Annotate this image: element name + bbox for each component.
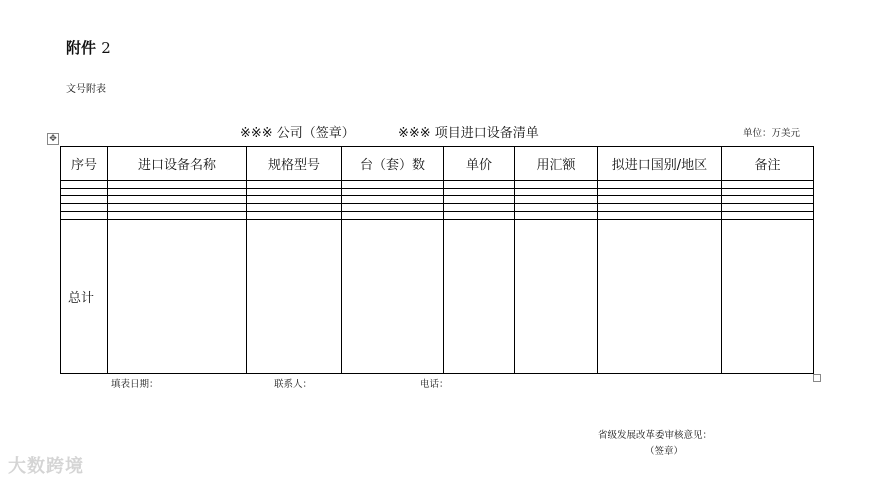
table-cell[interactable] xyxy=(722,181,814,189)
table-cell[interactable] xyxy=(515,204,598,212)
table-cell[interactable] xyxy=(108,196,247,204)
unit-note: 单位：万美元 xyxy=(743,128,801,139)
table-row xyxy=(61,181,814,189)
table-cell[interactable] xyxy=(247,188,342,196)
table-cell[interactable] xyxy=(598,204,722,212)
table-cell[interactable] xyxy=(722,219,814,373)
table-cell[interactable] xyxy=(515,188,598,196)
table-cell[interactable] xyxy=(342,219,444,373)
table-cell[interactable] xyxy=(61,204,108,212)
table-cell[interactable] xyxy=(61,181,108,189)
table-cell[interactable] xyxy=(598,196,722,204)
table-cell[interactable] xyxy=(444,181,515,189)
table-row xyxy=(61,204,814,212)
watermark: 大数跨境 xyxy=(8,456,84,477)
table-cell[interactable] xyxy=(247,196,342,204)
table-cell[interactable] xyxy=(61,196,108,204)
column-header: 序号 xyxy=(61,147,108,181)
table-cell[interactable] xyxy=(722,196,814,204)
table-cell[interactable] xyxy=(444,219,515,373)
move-handle-icon[interactable]: ✥ xyxy=(47,133,59,145)
table-cell[interactable] xyxy=(108,181,247,189)
total-label: 总计 xyxy=(61,219,108,373)
table-header-row xyxy=(61,147,814,181)
contact-label: 联系人： xyxy=(274,379,313,390)
table-cell[interactable] xyxy=(598,219,722,373)
table-cell[interactable] xyxy=(342,181,444,189)
table-row xyxy=(61,196,814,204)
table-cell[interactable] xyxy=(722,188,814,196)
table-cell[interactable] xyxy=(61,188,108,196)
table-cell[interactable] xyxy=(247,219,342,373)
table-cell[interactable] xyxy=(61,211,108,219)
attachment-number: 2 xyxy=(101,39,111,57)
table-title-company: ※※※ 公司（签章） xyxy=(240,126,355,141)
table-cell[interactable] xyxy=(108,188,247,196)
table-cell[interactable] xyxy=(247,204,342,212)
table-cell[interactable] xyxy=(247,211,342,219)
table-cell[interactable] xyxy=(342,211,444,219)
total-row xyxy=(61,219,814,373)
review-opinion-label: 省级发展改革委审核意见： xyxy=(598,430,713,441)
table-cell[interactable] xyxy=(722,204,814,212)
column-header: 单价 xyxy=(444,147,515,181)
column-header: 备注 xyxy=(722,147,814,181)
table-cell[interactable] xyxy=(444,211,515,219)
table-cell[interactable] xyxy=(598,211,722,219)
table-row xyxy=(61,188,814,196)
table-cell[interactable] xyxy=(722,211,814,219)
column-header: 进口设备名称 xyxy=(108,147,247,181)
document-reference: 文号附表 xyxy=(66,84,106,95)
table-cell[interactable] xyxy=(247,181,342,189)
resize-handle-icon[interactable] xyxy=(813,374,821,382)
column-header: 台（套）数 xyxy=(342,147,444,181)
table-cell[interactable] xyxy=(515,196,598,204)
column-header: 用汇额 xyxy=(515,147,598,181)
table-cell[interactable] xyxy=(598,188,722,196)
table-cell[interactable] xyxy=(444,188,515,196)
table-cell[interactable] xyxy=(598,181,722,189)
table-title-project: ※※※ 项目进口设备清单 xyxy=(398,126,539,141)
table-cell[interactable] xyxy=(444,196,515,204)
attachment-label-text: 附件 xyxy=(66,39,97,57)
table-cell[interactable] xyxy=(444,204,515,212)
table-row xyxy=(61,211,814,219)
table-cell[interactable] xyxy=(108,219,247,373)
table-cell[interactable] xyxy=(515,219,598,373)
fill-date-label: 填表日期： xyxy=(111,379,159,390)
attachment-label xyxy=(66,37,111,58)
table-cell[interactable] xyxy=(515,211,598,219)
column-header: 拟进口国别/地区 xyxy=(598,147,722,181)
table-cell[interactable] xyxy=(342,196,444,204)
equipment-table xyxy=(60,146,814,374)
column-header: 规格型号 xyxy=(247,147,342,181)
table-cell[interactable] xyxy=(515,181,598,189)
review-seal-label: （签章） xyxy=(645,446,684,457)
table-cell[interactable] xyxy=(342,204,444,212)
phone-label: 电话： xyxy=(420,379,449,390)
table-cell[interactable] xyxy=(342,188,444,196)
table-cell[interactable] xyxy=(108,204,247,212)
table-cell[interactable] xyxy=(108,211,247,219)
